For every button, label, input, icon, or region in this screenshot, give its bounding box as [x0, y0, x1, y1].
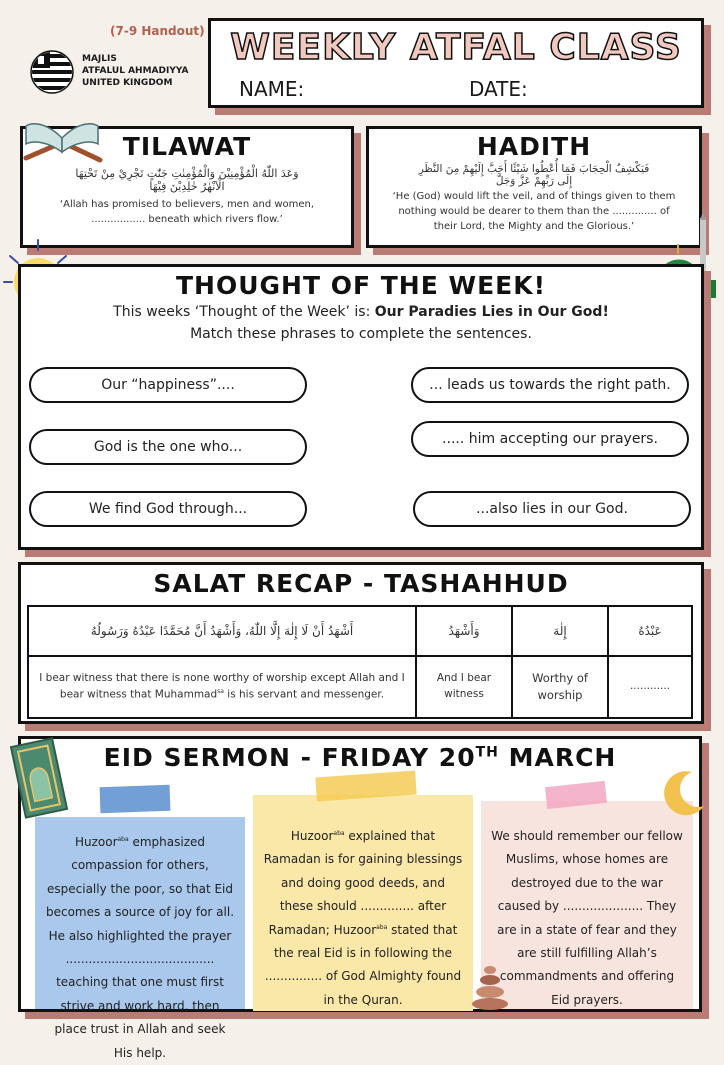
salat-english-3: Worthy of worship	[512, 656, 608, 718]
salat-english-4: ............	[608, 656, 692, 718]
right-phrase-3[interactable]: ...also lies in our God.	[413, 491, 691, 527]
thought-panel	[18, 264, 704, 550]
prayer-mat-icon	[8, 736, 70, 820]
tilawat-translation-1: ‘Allah has promised to believers, men and women,	[59, 199, 315, 210]
hadith-translation-1: ‘He (God) would lift the veil, and of things given to them	[392, 191, 676, 202]
salat-english-1-line1: I bear witness that there is none worthy of worship except Allah and I	[39, 672, 405, 684]
salat-arabic-1: أَشْهَدُ أَنْ لَا إِلٰهَ إِلَّا اللّٰهُ، وَأَشْهَدُ أَنَّ مُحَمَّدًا عَبْدُهُ وَرَسُولُهُ	[28, 606, 416, 656]
salat-arabic-4: عَبْدُهُ	[608, 606, 692, 656]
tilawat-title: TILAWAT	[122, 132, 252, 161]
eid-card-2	[253, 795, 473, 1011]
eid-card-2-sup1: aba	[333, 830, 345, 837]
eid-card-1-a: Huzoor	[74, 835, 118, 849]
tilawat-arabic-1: وَعَدَ اللّٰهُ الْمُؤْمِنِيْنَ وَالْمُؤْمِنٰتِ جَنّٰتٍ تَجْرِيْ مِنْ تَحْتِهَا	[75, 167, 299, 180]
hadith-translation-3: their Lord, the Mighty and the Glorious.’	[433, 221, 635, 232]
hadith-arabic-2: إِلَى رَبِّهِمْ عَزَّ وَجَلَّ	[495, 175, 573, 187]
tilawat-arabic-2: الْاَنْهٰرُ خٰلِدِيْنَ فِيْهَا	[149, 180, 225, 193]
salat-title: SALAT RECAP - TASHAHHUD	[153, 569, 569, 598]
salat-english-2: And I bear witness	[416, 656, 512, 718]
salat-english-1-line2a: bear witness that Muhammad	[59, 688, 218, 701]
org-line-2: ATFALUL AHMADIYYA	[82, 66, 189, 77]
hadith-translation-2: nothing would be dearer to them than the .............. of	[398, 206, 670, 217]
quran-book-icon	[16, 108, 108, 168]
salat-english-1-line2b: is his servant and messenger.	[223, 688, 385, 701]
eid-title-prefix: EID SERMON - FRIDAY 20	[103, 743, 476, 772]
right-phrase-2[interactable]: ..... him accepting our prayers.	[411, 421, 689, 457]
eid-title-sup: TH	[475, 744, 499, 761]
salat-table	[27, 605, 693, 719]
hadith-title: HADITH	[476, 132, 592, 161]
hadith-arabic-1: فَيَكْشِفُ الْحِجَابَ فَمَا أُعْطُوا شَيْئًا أَحَبَّ إِلَيْهِمْ مِنَ النَّظَرِ	[418, 163, 650, 175]
thought-intro-prefix: This weeks ‘Thought of the Week’ is:	[113, 304, 375, 320]
eid-card-2-b: explained that Ramadan is for gaining blessings and doing good deeds, and these should .............. after Ramadan; Huzoor	[263, 829, 463, 937]
salat-arabic-3: إِلٰهَ	[512, 606, 608, 656]
thought-title: THOUGHT OF THE WEEK!	[175, 271, 547, 300]
title-box	[208, 18, 704, 108]
salat-panel	[18, 562, 704, 724]
stones-icon	[468, 962, 512, 1012]
tilawat-translation-2: ................. beneath which rivers flow.’	[91, 214, 283, 225]
eid-card-2-c: stated that the real Eid is in following the ............... of God Almighty found in the Quran.	[264, 922, 462, 1007]
org-name	[82, 53, 188, 89]
eid-card-1-sup: aba	[117, 836, 129, 843]
left-phrase-1[interactable]: Our “happiness”....	[29, 367, 307, 403]
org-line-3: UNITED KINGDOM	[82, 78, 173, 89]
salat-arabic-2: وَأَشْهَدُ	[416, 606, 512, 656]
page-title: WEEKLY ATFAL CLASS	[230, 27, 682, 68]
flag-logo-icon	[30, 50, 74, 94]
thought-instruction: Match these phrases to complete the sentences.	[190, 326, 532, 342]
eid-title-suffix: MARCH	[498, 743, 617, 772]
thought-intro	[21, 304, 701, 320]
name-label: NAME:	[239, 77, 305, 101]
date-label: DATE:	[469, 77, 528, 101]
eid-card-1	[35, 817, 245, 1060]
org-logo	[30, 50, 74, 94]
eid-card-1-b: emphasized compassion for others, especially the poor, so that Eid becomes a source of joy for all. He also highlighted the prayer ....................................... teaching that one must first strive and work hard, then place trust in Allah and seek His help.	[45, 835, 235, 1060]
tape-blue	[100, 785, 171, 813]
org-line-1: MAJLIS	[82, 54, 117, 64]
eid-card-3: We should remember our fellow Muslims, whose homes are destroyed due to the war caused by ..................... They are in a state of fear and they are still fulfilling Allah’s commandments and offering Eid prayers.	[481, 801, 693, 1009]
handout-tag: (7-9 Handout)	[110, 24, 205, 38]
salat-english-1-sup: sa	[217, 687, 224, 695]
crescent-moon-icon	[658, 766, 708, 818]
thought-intro-bold: Our Paradies Lies in Our God!	[374, 304, 609, 320]
left-phrase-2[interactable]: God is the one who...	[29, 429, 307, 465]
right-phrase-1[interactable]: ... leads us towards the right path.	[411, 367, 689, 403]
left-phrase-3[interactable]: We find God through...	[29, 491, 307, 527]
eid-title	[21, 743, 699, 772]
eid-card-2-sup2: aba	[376, 923, 388, 931]
salat-english-1	[28, 656, 416, 718]
eid-card-2-a: Huzoor	[290, 829, 334, 843]
